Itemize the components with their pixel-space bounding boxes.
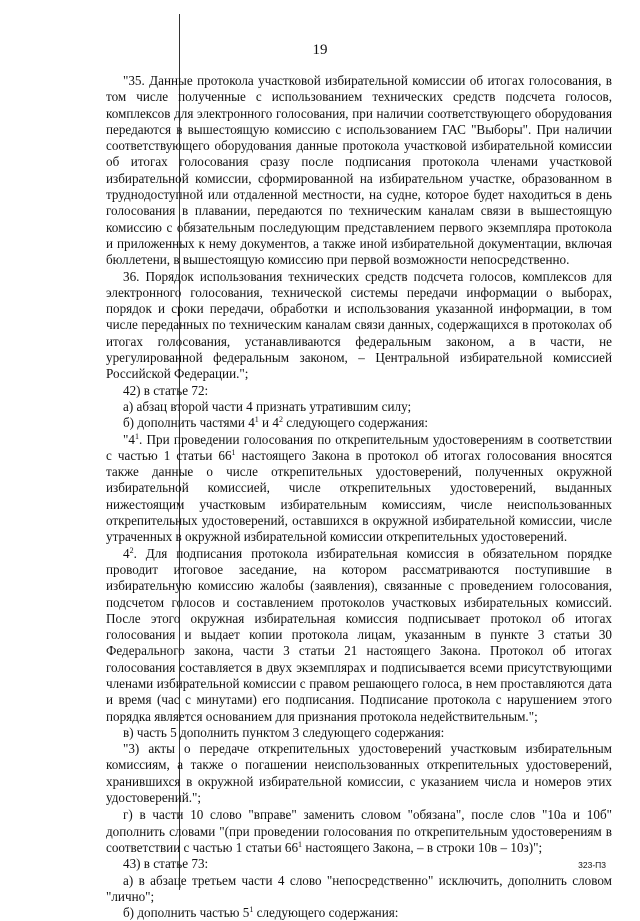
paragraph-42b: б) дополнить частями $4^1$ и $4^2$ следующего содержания: xyxy=(123,415,429,431)
paragraph-4-1: "$4^1$. При проведении голосования по открепительным удостоверениям в соответствии с частью 1 статьи $66^1$ настоящего Закона в протокол об итогах голосования вносятся также данные о числе открепительных удостоверений, полученных окружной избирательной комиссией, числе открепительных удостоверений, выданных нижестоящим участковым избирательным комиссиям, числе неиспользованных открепительных удостоверений, оставшихся в окружной избирательной комиссии, числе утраченных в окружной избирательной комиссии открепительных удостоверений. xyxy=(106,431,612,545)
paragraph-42c-3: "3) акты о передаче открепительных удостоверений участковым избирательным комиссиям, а также о погашении неиспользованных открепительных удостоверений, хранившихся в окружной избирательной комиссии, с указанием числа и номеров этих удостоверений."; xyxy=(106,741,612,806)
page-number: 19 xyxy=(312,42,328,58)
paragraph-item-43: 43) в статье 73: xyxy=(123,856,209,872)
paragraph-43a: а) в абзаце третьем части 4 слово "непосредственно" исключить, дополнить словом "лично"; xyxy=(106,872,612,904)
paragraph-36: 36. Порядок использования технических средств подсчета голосов, комплексов для электронного голосования, технической системы передачи информации о выборах, порядок и сроки передачи, обработки и использования указанной информации, в том числе переданных по техническим каналам связи данных, содержащихся в протоколах об итогах голосования, устанавливаются федеральным законом, а в части, не урегулированной федеральным законом, – Центральной избирательной комиссией Российской Федерации."; xyxy=(106,268,612,382)
document-code: 323-П3 xyxy=(578,860,606,870)
paragraph-42c: в) часть 5 дополнить пунктом 3 следующего содержания: xyxy=(123,724,445,740)
paragraph-item-42: 42) в статье 72: xyxy=(123,382,209,398)
paragraph-42a: а) абзац второй части 4 признать утратившим силу; xyxy=(123,398,412,414)
document-body xyxy=(106,73,612,921)
paragraph-35: "35. Данные протокола участковой избирательной комиссии об итогах голосования, в том числе полученные с использованием технических средств подсчета голосов, комплексов для электронного голосования, при наличии соответствующего оборудования передаются в вышестоящую комиссию с использованием ГАС "Выборы". При наличии соответствующего оборудования данные протокола участковой избирательной комиссии об итогах голосования сразу после подписания протокола членами участковой избирательной комиссии, сформированной на избирательном участке, образованном в труднодоступной или отдаленной местности, на судне, которое будет находиться в день голосования в плавании, передаются по техническим каналам связи в вышестоящую комиссию с обязательным последующим представлением первого экземпляра протокола и приложенных к нему документов, а также иной избирательной документации, включая бюллетени, в вышестоящую комиссию при первой возможности непосредственно. xyxy=(106,73,612,268)
paragraph-4-2: $4^2$. Для подписания протокола избирательная комиссия в обязательном порядке проводит итоговое заседание, на котором рассматриваются поступившие в избирательную комиссию жалобы (заявления), связанные с проведением голосования, подсчетом голосов и составлением протоколов участковых избирательных комиссий. После этого окружная избирательная комиссия подписывает протокол об итогах голосования и выдает копии протокола лицам, указанным в пункте 3 статьи 30 Федерального закона, части 3 статьи 21 настоящего Закона. Протокол об итогах голосования составляется в двух экземплярах и подписывается всеми присутствующими членами избирательной комиссии с правом решающего голоса, в нем проставляются дата и время (час с минутами) его подписания. Подписание протокола с нарушением этого порядка является основанием для признания протокола недействительным."; xyxy=(106,545,612,724)
paragraph-43b: б) дополнить частью $5^1$ следующего содержания: xyxy=(123,905,399,921)
paragraph-42d: г) в части 10 слово "вправе" заменить словом "обязана", после слов "10а и 10б" дополнить словами "(при проведении голосования по открепительным удостоверениям в соответствии с частью 1 статьи $66^1$ настоящего Закона, – в строки 10в – 10з)"; xyxy=(106,807,612,855)
